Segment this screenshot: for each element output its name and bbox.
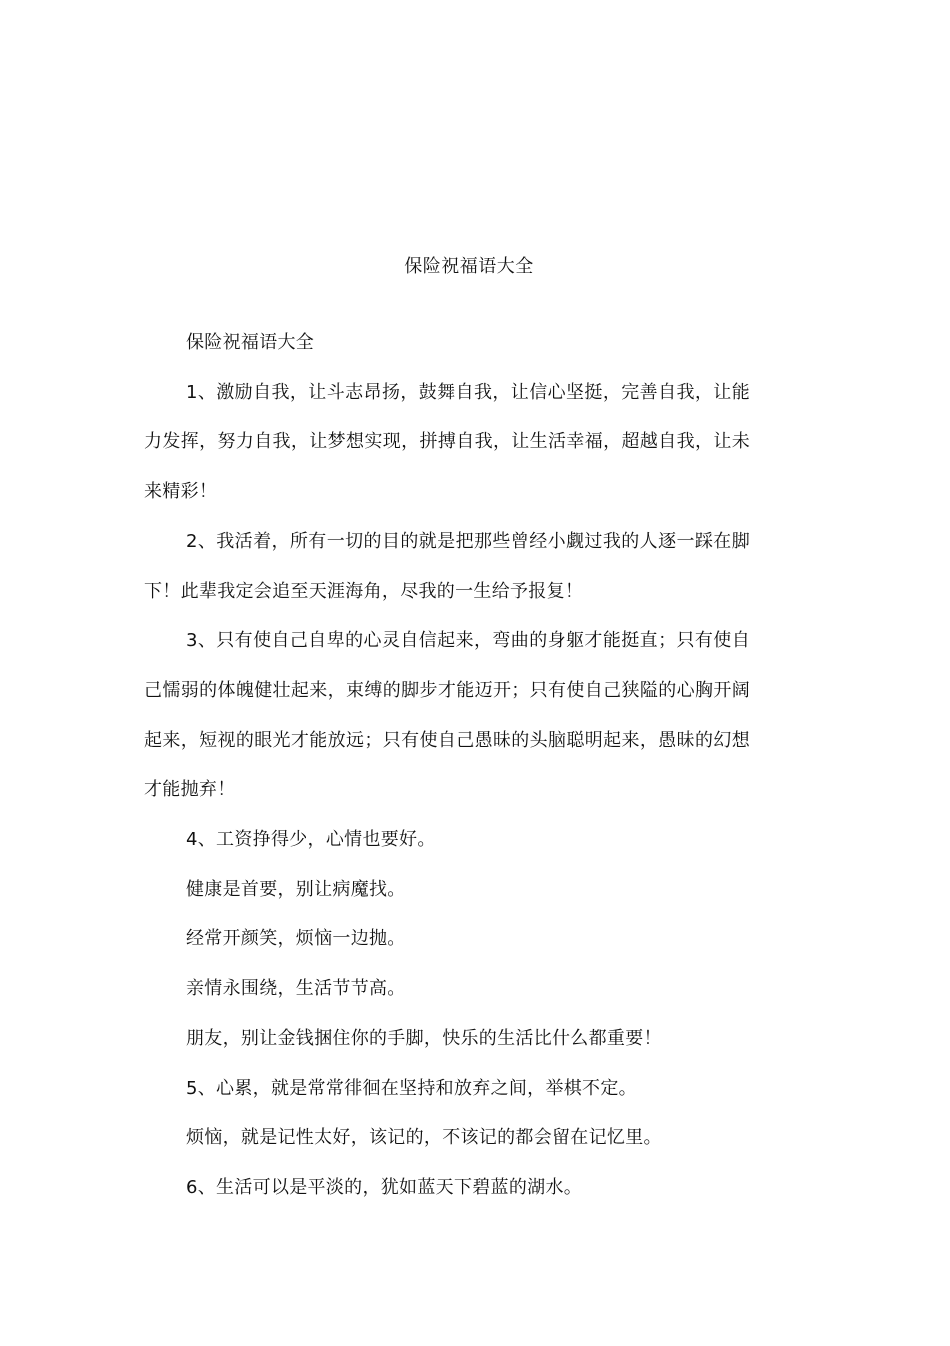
paragraph-1: 1、激励自我，让斗志昂扬，鼓舞自我，让信心坚挺，完善自我，让能力发挥，努力自我，让梦想实现，拼搏自我，让生活幸福，超越自我，让未来精彩！ [144, 381, 750, 503]
paragraph-3: 3、只有使自己自卑的心灵自信起来，弯曲的身躯才能挺直；只有使自己懦弱的体魄健壮起来，束缚的脚步才能迈开；只有使自己狭隘的心胸开阔起来，短视的眼光才能放远；只有使自己愚昧的头脑聪明起来，愚昧的幻想才能抛弃！ [144, 630, 750, 801]
paragraph-4-line-2: 健康是首要，别让病魔找。 [186, 878, 406, 900]
paragraph-4-line-4: 亲情永围绕，生活节节高。 [186, 978, 406, 1000]
paragraph-2: 2、我活着，所有一切的目的就是把那些曾经小觑过我的人逐一踩在脚下！此辈我定会追至天涯海角，尽我的一生给予报复！ [144, 530, 750, 602]
document-body [144, 318, 750, 1213]
paragraph-5-line-2: 烦恼，就是记性太好，该记的，不该记的都会留在记忆里。 [186, 1127, 662, 1149]
paragraph-6: 6、生活可以是平淡的，犹如蓝天下碧蓝的湖水。 [186, 1176, 583, 1198]
document-title: 保险祝福语大全 [404, 256, 534, 277]
paragraph-4: 4、工资挣得少，心情也要好。 [186, 829, 436, 851]
paragraph-4-line-3: 经常开颜笑，烦恼一边抛。 [186, 928, 406, 950]
paragraph-subtitle: 保险祝福语大全 [186, 332, 315, 353]
paragraph-4-line-5: 朋友，别让金钱捆住你的手脚，快乐的生活比什么都重要！ [186, 1027, 662, 1049]
paragraph-5: 5、心累，就是常常徘徊在坚持和放弃之间，举棋不定。 [186, 1077, 637, 1099]
